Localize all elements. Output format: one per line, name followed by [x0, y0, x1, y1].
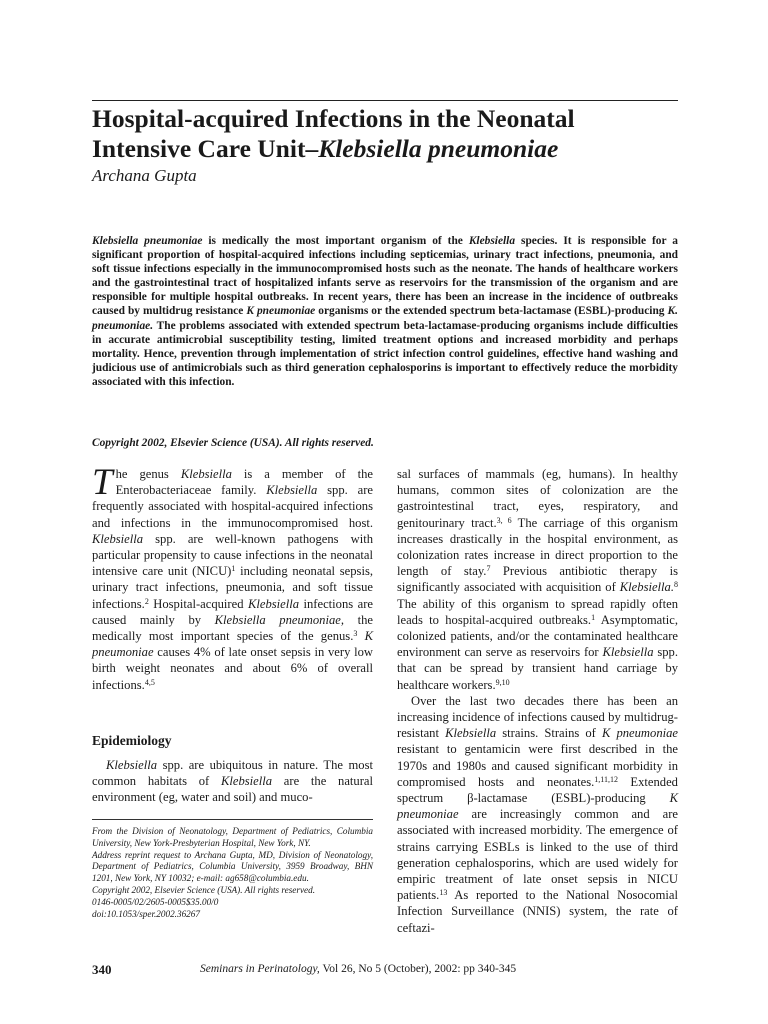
abstract-text: species. It is responsible for a significant proportion of hospital-acquired infections including septicemias, urinary tract infections, pneumonia, and soft tissue infections especially in the immunocompromised hosts such as the neonate. The hands of healthcare workers and the gastrointestinal tract of hospitalized infants serve as reservoirs for the transmission of the organism and are responsible for multiple hospital outbreaks. In recent years, there has been an increase in the incidence of outbreaks caused by multidrug resistance — [92, 235, 679, 318]
body-text: including neonatal sepsis, urinary tract infections, pneumonia, and soft tissue infections. — [92, 564, 373, 611]
citation-ref[interactable]: 7 — [486, 564, 491, 574]
journal-name: Seminars in Perinatology, — [200, 963, 320, 975]
body-text: Hospital-acquired — [148, 596, 248, 611]
author-name: Archana Gupta — [92, 166, 197, 185]
footnote-issn: 0146-0005/02/2605-0005$35.00/0 — [92, 896, 219, 907]
title-line-2: Intensive Care Unit– — [92, 134, 319, 163]
body-text: are the natural environment (eg, water and soil) and muco- — [92, 774, 373, 805]
citation-ref[interactable]: 8 — [674, 580, 678, 590]
body-text: is a member of the Enterobacteriaceae family. — [115, 467, 373, 498]
footnote-doi[interactable]: doi:10.1053/sper.2002.36267 — [92, 908, 200, 919]
citation-ref[interactable]: 2 — [144, 596, 149, 606]
genus-name: K pneumoniae — [397, 791, 678, 822]
resistance-paragraph — [397, 693, 678, 936]
body-column-right — [397, 466, 678, 936]
footnote-address: Address reprint request to Archana Gupta, MD, Division of Neonatology, Department of Pediatrics, Columbia University, 3959 Broadway, BHN 1201, New York, NY 10032; e-mail: ag658@columbia.edu. — [92, 849, 373, 884]
body-text: he genus — [115, 467, 181, 481]
footnote — [92, 826, 373, 920]
citation-ref[interactable]: 1,11,12 — [594, 774, 618, 784]
footnote-affiliation: From the Division of Neonatology, Department of Pediatrics, Columbia University, New York-Presbyterian Hospital, New York, NY. — [92, 826, 373, 848]
body-text: As reported to the National Nosocomial Infection Surveillance (NNIS) system, the rate of ceftazi- — [397, 888, 678, 935]
journal-volume: Vol 26, No 5 (October), 2002: pp 340-345 — [319, 963, 517, 975]
genus-name: Klebsiella — [445, 726, 497, 741]
abstract-organism: K pneumoniae — [246, 305, 316, 318]
body-text: spp. are frequently associated with hospital-acquired infections and infections in the immunocompromised host. — [92, 483, 373, 530]
body-column-left — [92, 462, 373, 693]
body-text: causes 4% of late onset sepsis in very low birth weight neonates and about 6% of overall infections. — [92, 645, 373, 692]
citation-ref[interactable]: 3 — [353, 629, 358, 639]
drop-cap: T — [92, 462, 113, 503]
genus-name: Klebsiella — [106, 758, 158, 772]
citation-ref[interactable]: 1 — [591, 612, 596, 622]
page-number: 340 — [92, 962, 112, 977]
genus-name: Klebsiella — [247, 596, 300, 611]
body-text: Asymptomatic, colonized patients, and/or the contaminated healthcare environment can serve as reservoirs for — [397, 612, 678, 660]
body-text: Previous antibiotic therapy is significantly associated with acquisition of — [397, 564, 678, 595]
body-text: Over the last two decades there has been an increasing incidence of infections caused by multidrug-resistant — [397, 693, 678, 741]
citation-ref[interactable]: 13 — [439, 888, 448, 898]
body-text: The ability of this organism to spread rapidly often leads to hospital-acquired outbreaks. — [397, 596, 678, 627]
body-text: the medically most important species of the genus. — [92, 612, 373, 644]
genus-name: Klebsiella pneumoniae, — [214, 612, 345, 627]
section-heading-epidemiology: Epidemiology — [92, 733, 172, 748]
citation-ref[interactable]: 9,10 — [495, 677, 510, 687]
title-genus: Klebsiella pneumoniae — [318, 134, 559, 163]
genus-name: Klebsiella — [602, 645, 654, 660]
footnote-copyright: Copyright 2002, Elsevier Science (USA). All rights reserved. — [92, 884, 316, 895]
abstract-organism: Klebsiella pneumoniae — [92, 235, 203, 247]
body-text: strains. Strains of — [496, 726, 602, 741]
citation-ref[interactable]: 4,5 — [144, 677, 155, 687]
citation-ref[interactable]: 3, 6 — [496, 515, 512, 525]
body-text: Extended spectrum β-lactamase (ESBL)-producing — [397, 774, 678, 806]
body-text: spp. are well-known pathogens with particular propensity to cause infections in the neonatal intensive care unit (NICU) — [92, 531, 373, 579]
genus-name: Klebsiella. — [619, 580, 674, 595]
abstract-text: organisms or the extended spectrum beta-lactamase (ESBL)-producing — [315, 305, 668, 318]
abstract-genus: Klebsiella — [468, 235, 516, 247]
genus-name: K pneumoniae — [601, 726, 679, 741]
genus-name: K pneumoniae — [92, 629, 373, 660]
article-title — [92, 104, 692, 164]
abstract-text: is medically the most important organism of the — [202, 235, 469, 247]
body-text: are increasingly common and are associated with increased morbidity. The emergence of strains carrying ESBLs is linked to the use of third generation cephalosporins, which are used widely for empiric treatment of late onset sepsis in NICU patients. — [397, 807, 678, 903]
genus-name: Klebsiella — [220, 774, 273, 789]
body-text: infections are caused mainly by — [92, 596, 373, 627]
title-line-1: Hospital-acquired Infections in the Neonatal — [92, 104, 575, 133]
body-text: The carriage of this organism increases drastically in the hospital environment, as colonization rates increase in direct proportion to the length of stay. — [397, 515, 679, 579]
body-text: resistant to gentamicin were first described in the 1970s and 1980s and caused significant morbidity in compromised hosts and neonates. — [397, 742, 678, 789]
journal-citation — [200, 963, 516, 975]
top-rule — [92, 100, 678, 101]
abstract — [92, 234, 678, 389]
intro-paragraph — [92, 462, 373, 693]
genus-name: Klebsiella — [180, 467, 232, 481]
abstract-organism: K. pneumoniae. — [92, 305, 678, 332]
epidemiology-paragraph — [92, 757, 373, 806]
body-text: sal surfaces of mammals (eg, humans). In healthy humans, common sites of colonization are the gastrointestinal tract, eyes, respiratory, and genitourinary tract. — [397, 467, 678, 530]
body-text: spp. are ubiquitous in nature. The most common habitats of — [92, 758, 373, 789]
body-text: spp. that can be spread by transient hand carriage by healthcare workers. — [397, 645, 678, 692]
colonization-paragraph — [397, 466, 678, 693]
abstract-text: The problems associated with extended spectrum beta-lactamase-producing organisms include difficulties in accurate antimicrobial susceptibility testing, limited treatment options and increased morbidity and perhaps mortality. Hence, prevention through implementation of strict infection control guidelines, effective hand washing and judicious use of antimicrobials such as third generation cephalosporins is important to effectively reduce the morbidity associated with this infection. — [92, 319, 678, 388]
abstract-copyright: Copyright 2002, Elsevier Science (USA). All rights reserved. — [92, 437, 374, 449]
citation-ref[interactable]: 1 — [231, 564, 236, 574]
genus-name: Klebsiella — [266, 483, 318, 498]
genus-name: Klebsiella — [92, 531, 144, 546]
footnote-rule — [92, 819, 373, 820]
